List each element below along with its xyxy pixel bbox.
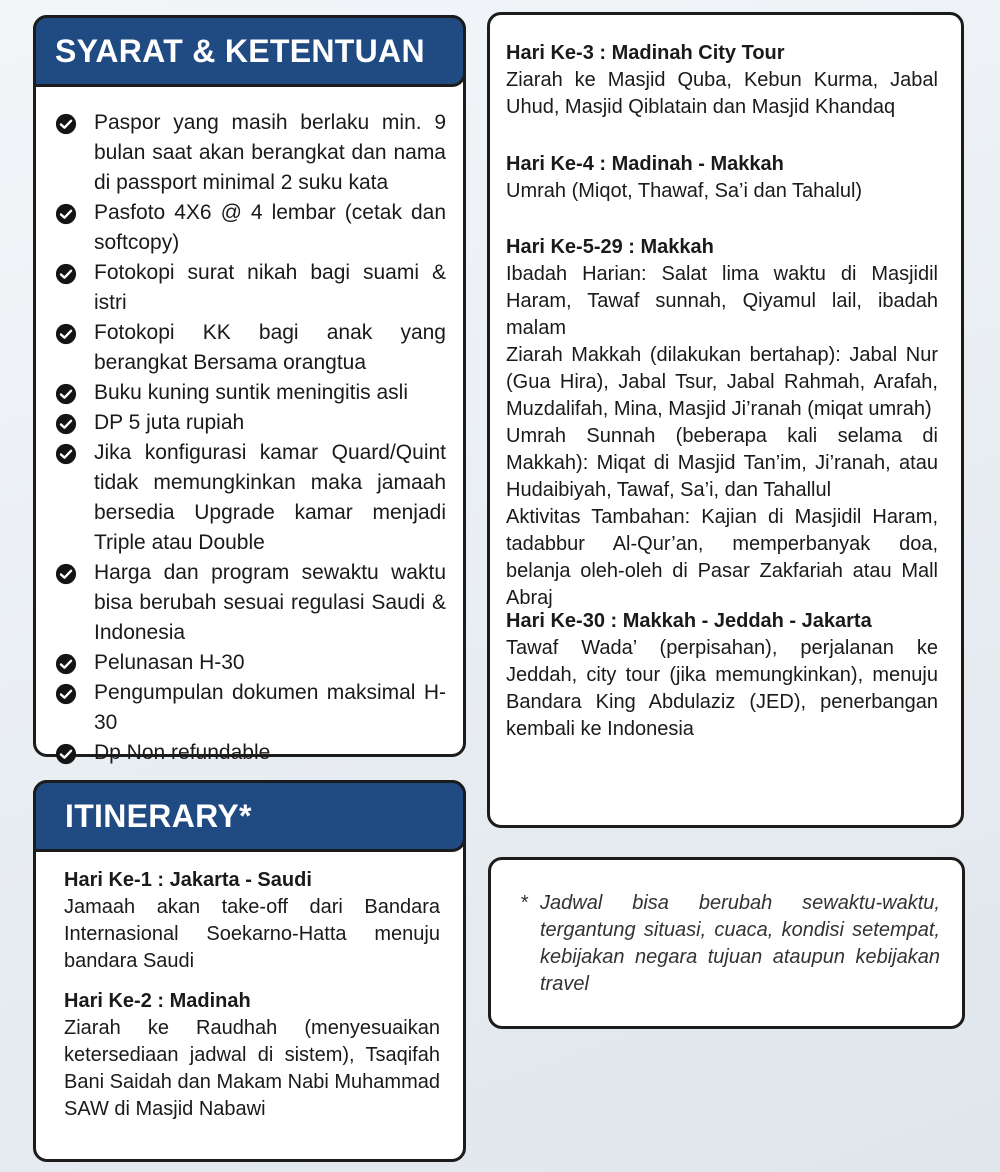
requirements-list [36, 108, 446, 768]
requirement-item [36, 318, 446, 378]
day-description: Ziarah Makkah (dilakukan bertahap): Jabal Nur (Gua Hira), Jabal Tsur, Jabal Rahmah, Arafah, Muzdalifah, Mina, Masjid Ji’ranah (miqat umrah) [506, 344, 938, 420]
itinerary-day-30 [506, 608, 938, 743]
day-description: Ibadah Harian: Salat lima waktu di Masjidil Haram, Tawaf sunnah, Qiyamul lail, ibadah malam [506, 263, 938, 339]
check-circle-icon [55, 113, 77, 135]
requirement-item [36, 408, 446, 438]
requirement-text: Paspor yang masih berlaku min. 9 bulan saat akan berangkat dan nama di passport minimal 2 suku kata [94, 111, 446, 194]
note-text: Jadwal bisa berubah sewaktu-waktu, tergantung situasi, cuaca, kondisi setempat, kebijakan negara tujuan ataupun kebijakan travel [540, 892, 940, 995]
itinerary-continued-card [487, 12, 964, 828]
requirement-text: Dp Non refundable [94, 741, 271, 764]
requirement-text: Pelunasan H-30 [94, 651, 245, 674]
day-title: Hari Ke-5-29 : Makkah [506, 236, 714, 258]
check-circle-icon [55, 383, 77, 405]
day-description: Ziarah ke Masjid Quba, Kebun Kurma, Jabal Uhud, Masjid Qiblatain dan Masjid Khandaq [506, 69, 938, 118]
day-description: Umrah Sunnah (beberapa kali selama di Makkah): Miqat di Masjid Tan’im, Ji’ranah, atau Hudaibiyah, Tawaf, Sa’i, dan Tahallul [506, 425, 938, 501]
itinerary-card [33, 780, 466, 1162]
requirement-item [36, 738, 446, 768]
requirement-text: DP 5 juta rupiah [94, 411, 245, 434]
schedule-note-card [488, 857, 965, 1029]
syarat-title: SYARAT & KETENTUAN [33, 15, 466, 87]
check-circle-icon [55, 323, 77, 345]
itinerary-day-4 [506, 151, 938, 205]
day-title: Hari Ke-4 : Madinah - Makkah [506, 153, 784, 175]
syarat-card [33, 15, 466, 764]
note-asterisk: * [520, 892, 528, 914]
requirement-text: Fotokopi KK bagi anak yang berangkat Bersama orangtua [94, 321, 446, 374]
itinerary-day-1 [64, 867, 440, 975]
day-description: Jamaah akan take-off dari Bandara Internasional Soekarno-Hatta menuju bandara Saudi [64, 896, 440, 972]
day-description: Aktivitas Tambahan: Kajian di Masjidil Haram, tadabbur Al-Qur’an, memperbanyak doa, belanja oleh-oleh di Pasar Zakfariah atau Mall Abraj [506, 506, 938, 609]
schedule-note [520, 890, 940, 998]
requirement-text: Fotokopi surat nikah bagi suami & istri [94, 261, 446, 314]
requirement-item [36, 258, 446, 318]
check-circle-icon [55, 743, 77, 765]
requirement-text: Buku kuning suntik meningitis asli [94, 381, 408, 404]
requirement-item [36, 438, 446, 558]
requirement-item [36, 378, 446, 408]
requirement-item [36, 678, 446, 738]
itinerary-title: ITINERARY* [33, 780, 466, 852]
check-circle-icon [55, 653, 77, 675]
day-title: Hari Ke-1 : Jakarta - Saudi [64, 869, 312, 891]
day-title: Hari Ke-3 : Madinah City Tour [506, 42, 785, 64]
day-description: Ziarah ke Raudhah (menyesuaikan ketersediaan jadwal di sistem), Tsaqifah Bani Saidah dan Makam Nabi Muhammad SAW di Masjid Nabawi [64, 1017, 440, 1120]
itinerary-day-3 [506, 40, 938, 121]
requirement-item [36, 198, 446, 258]
day-description: Tawaf Wada’ (perpisahan), perjalanan ke Jeddah, city tour (jika memungkinkan), menuju Bandara King Abdulaziz (JED), penerbangan kembali ke Indonesia [506, 637, 938, 740]
requirement-text: Harga dan program sewaktu waktu bisa berubah sesuai regulasi Saudi & Indonesia [94, 561, 446, 644]
check-circle-icon [55, 263, 77, 285]
check-circle-icon [55, 203, 77, 225]
itinerary-day-2 [64, 988, 440, 1123]
day-title: Hari Ke-2 : Madinah [64, 990, 251, 1012]
day-title: Hari Ke-30 : Makkah - Jeddah - Jakarta [506, 610, 872, 632]
requirement-text: Jika konfigurasi kamar Quard/Quint tidak memungkinkan maka jamaah bersedia Upgrade kamar menjadi Triple atau Double [94, 441, 446, 554]
check-circle-icon [55, 563, 77, 585]
requirement-item [36, 648, 446, 678]
check-circle-icon [55, 443, 77, 465]
requirement-text: Pengumpulan dokumen maksimal H-30 [94, 681, 446, 734]
check-circle-icon [55, 683, 77, 705]
day-description: Umrah (Miqot, Thawaf, Sa’i dan Tahalul) [506, 180, 863, 202]
requirement-item [36, 558, 446, 648]
itinerary-day-5-29 [506, 234, 938, 612]
requirement-text: Pasfoto 4X6 @ 4 lembar (cetak dan softcopy) [94, 201, 446, 254]
check-circle-icon [55, 413, 77, 435]
requirement-item [36, 108, 446, 198]
